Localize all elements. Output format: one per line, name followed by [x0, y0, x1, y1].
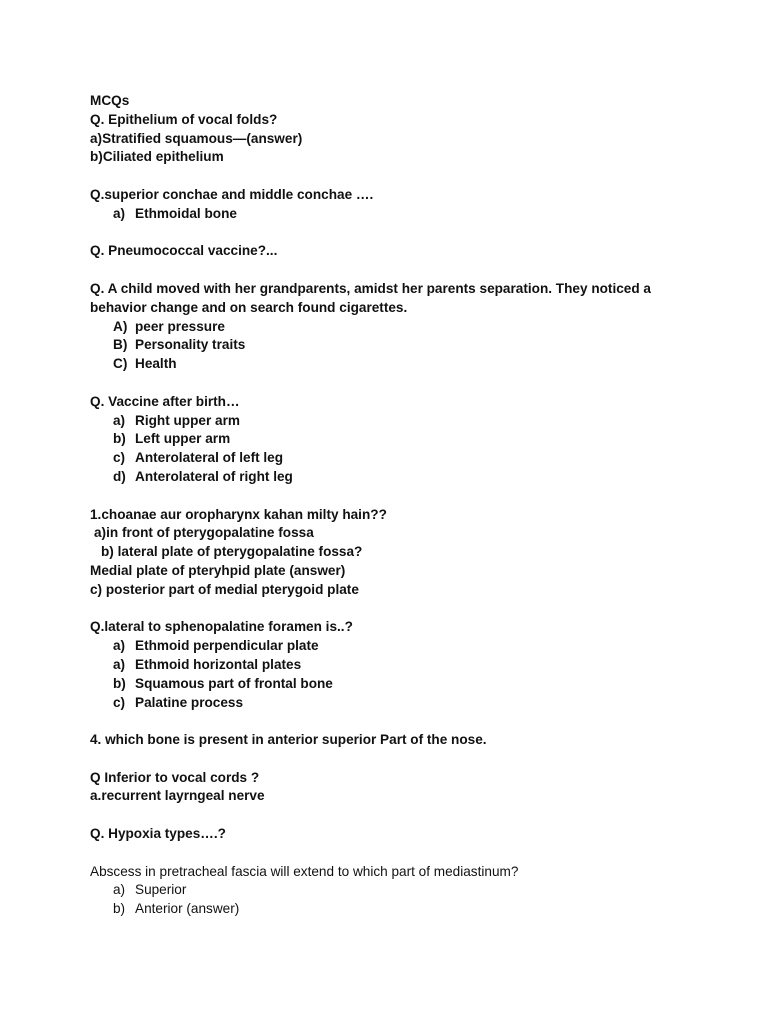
- option-label: b): [113, 901, 126, 917]
- option-text: Ethmoid perpendicular plate: [135, 638, 319, 654]
- option-label: a): [113, 882, 126, 898]
- option-item: [90, 205, 690, 224]
- question-block-6: [90, 506, 690, 600]
- question-block-7: [90, 618, 690, 712]
- question-text: Q. Vaccine after birth…: [90, 393, 240, 409]
- question-text-line-1: Q. A child moved with her grandparents, amidst her parents separation. They noticed a: [90, 280, 651, 296]
- spacer: [90, 712, 690, 731]
- question-text: Q. Epithelium of vocal folds?: [90, 111, 278, 127]
- option-item: [90, 675, 690, 694]
- option-c: c) posterior part of medial pterygoid plate: [90, 581, 359, 597]
- question-block-8: [90, 731, 690, 750]
- option-b: b)Ciliated epithelium: [90, 149, 224, 165]
- question-text: Q.lateral to sphenopalatine foramen is..?: [90, 619, 353, 635]
- option-item: [90, 468, 690, 487]
- option-label: A): [113, 318, 128, 334]
- document-body: [90, 92, 690, 919]
- spacer: [90, 167, 690, 186]
- option-text: Squamous part of frontal bone: [135, 675, 333, 691]
- option-text: Superior: [135, 882, 187, 898]
- option-text: Right upper arm: [135, 412, 240, 428]
- option-label: c): [113, 450, 126, 466]
- option-a: a)Stratified squamous—(answer): [90, 130, 303, 146]
- option-item: [90, 318, 690, 337]
- option-label: c): [113, 694, 126, 710]
- heading: MCQs: [90, 93, 130, 108]
- option-label: b): [113, 675, 126, 691]
- option-text: Palatine process: [135, 694, 244, 710]
- option-text: peer pressure: [135, 318, 225, 334]
- option-a: a.recurrent layrngeal nerve: [90, 788, 265, 804]
- spacer: [90, 487, 690, 506]
- option-label: d): [113, 468, 126, 484]
- option-text: Anterolateral of right leg: [135, 468, 293, 484]
- option-text: Anterior (answer): [135, 901, 240, 917]
- spacer: [90, 806, 690, 825]
- question-block-4: [90, 280, 690, 374]
- option-item: [90, 430, 690, 449]
- spacer: [90, 750, 690, 769]
- question-block-3: [90, 242, 690, 261]
- option-text: Anterolateral of left leg: [135, 450, 284, 466]
- option-item: [90, 656, 690, 675]
- answer-text: Medial plate of pteryhpid plate (answer): [90, 562, 346, 578]
- option-item: [90, 336, 690, 355]
- option-item: [90, 449, 690, 468]
- question-text: 1.choanae aur oropharynx kahan milty hain??: [90, 506, 387, 522]
- option-text: Personality traits: [135, 337, 246, 353]
- option-item: [90, 900, 690, 919]
- option-item: [90, 355, 690, 374]
- question-text: Q.superior conchae and middle conchae ….: [90, 186, 374, 202]
- question-text: Q. Pneumococcal vaccine?...: [90, 243, 278, 259]
- question-block-11: [90, 863, 690, 919]
- spacer: [90, 600, 690, 619]
- question-block-5: [90, 393, 690, 487]
- option-b: b) lateral plate of pterygopalatine fossa?: [101, 544, 363, 560]
- spacer: [90, 844, 690, 863]
- option-a: a)in front of pterygopalatine fossa: [94, 525, 314, 541]
- option-label: a): [113, 656, 126, 672]
- option-text: Ethmoid horizontal plates: [135, 656, 302, 672]
- question-text: Q. Hypoxia types….?: [90, 826, 226, 842]
- spacer: [90, 261, 690, 280]
- question-text: 4. which bone is present in anterior superior Part of the nose.: [90, 732, 487, 748]
- option-item: [90, 694, 690, 713]
- question-text-line-2: behavior change and on search found cigarettes.: [90, 299, 408, 315]
- option-item: [90, 881, 690, 900]
- option-text: Ethmoidal bone: [135, 205, 237, 221]
- question-text: Abscess in pretracheal fascia will extend to which part of mediastinum?: [90, 863, 519, 879]
- option-item: [90, 412, 690, 431]
- option-label: a): [113, 638, 126, 654]
- question-block-1: [90, 111, 690, 167]
- option-item: [90, 637, 690, 656]
- option-text: Health: [135, 356, 177, 372]
- spacer: [90, 374, 690, 393]
- question-block-9: [90, 769, 690, 807]
- question-block-2: [90, 186, 690, 224]
- question-text: Q Inferior to vocal cords ?: [90, 769, 260, 785]
- option-label: b): [113, 431, 126, 447]
- option-label: a): [113, 205, 126, 221]
- question-block-10: [90, 825, 690, 844]
- option-label: C): [113, 356, 128, 372]
- option-label: a): [113, 412, 126, 428]
- option-text: Left upper arm: [135, 431, 231, 447]
- spacer: [90, 224, 690, 243]
- option-label: B): [113, 337, 128, 353]
